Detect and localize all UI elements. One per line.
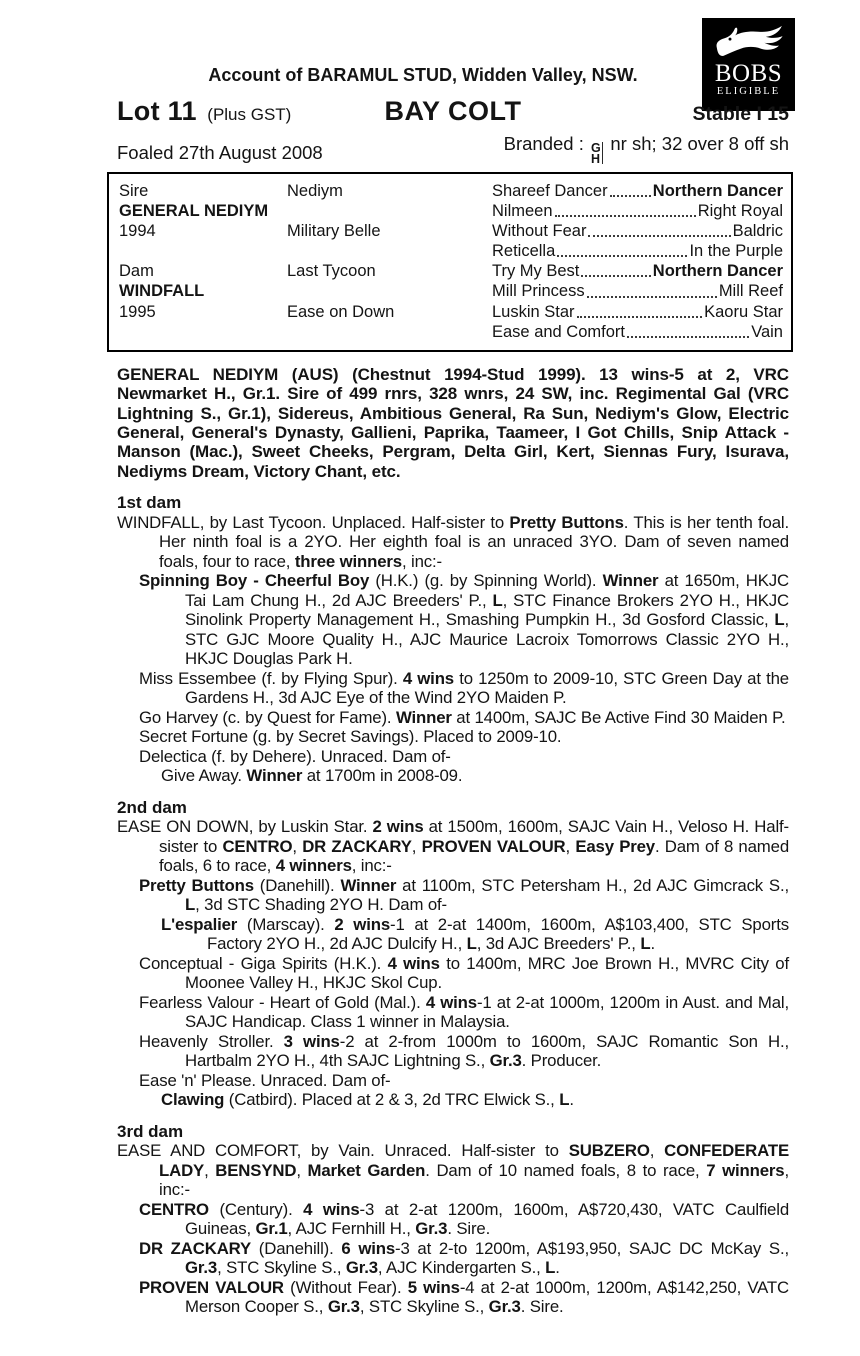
branded-suffix: nr sh; 32 over 8 off sh [610,133,789,154]
stable-number: Stable I 15 [692,103,789,125]
ancestor-name: Kaoru Star [704,302,783,321]
pedigree-generation-3 [492,261,783,281]
pedigree-generation-3 [492,201,783,221]
branded-text [504,133,789,164]
pedigree-generation-1: 1994 [119,222,156,241]
pedigree-entry: Conceptual - Giga Spirits (H.K.). 4 wins to 1400m, MRC Joe Brown H., MVRC City of Moonee Valley H., HKJC Skol Cup. [139,953,789,993]
logo-eligible-text: ELIGIBLE [716,86,781,97]
brand-bar [602,142,604,164]
pedigree-entry: EASE AND COMFORT, by Vain. Unraced. Half-sister to SUBZERO, CONFEDERATE LADY, BENSYND, Market Garden. Dam of 10 named foals, 8 to race, 7 winners, inc:- [117,1141,790,1200]
pedigree-entry: Fearless Valour - Heart of Gold (Mal.). 4 wins-1 at 2-at 1000m, 1200m in Aust. and Mal, SAJC Handicap. Class 1 winner in Malaysia. [139,992,789,1032]
pedigree-entry: Heavenly Stroller. 3 wins-2 at 2-from 1000m to 1600m, SAJC Romantic Son H., Hartbalm 2YO H., 4th SAJC Lightning S., Gr.3. Producer. [139,1031,790,1071]
pedigree-generation-3 [492,241,783,261]
pedigree-entry: Secret Fortune (g. by Secret Savings). Placed to 2009-10. [139,727,562,747]
pedigree-generation-3 [492,181,783,201]
dam-section-heading: 1st dam [117,493,182,513]
ancestor-name: Vain [751,322,783,341]
dam-sections [117,493,789,1317]
pedigree-generation-2 [287,281,492,301]
ancestor-name: Shareef Dancer [492,182,608,200]
ancestor-name: Right Royal [697,202,783,221]
pedigree-entry: WINDFALL, by Last Tycoon. Unplaced. Half-sister to Pretty Buttons. This is her tenth foal. Her ninth foal is a 2YO. Her eighth foal is an unraced 3YO. Dam of seven named foals, four to race, three winners, inc:- [117,512,790,571]
pedigree-generation-2: Last Tycoon [287,262,376,281]
pedigree-generation-1: GENERAL NEDIYM [119,202,269,221]
pedigree-table [107,172,793,352]
ancestor-name: Baldric [732,222,783,241]
pedigree-generation-2: Nediym [287,182,343,200]
dot-leader [557,255,687,257]
horse-head-icon [712,23,786,61]
pedigree-generation-2: Military Belle [287,222,381,241]
pedigree-entry: Spinning Boy - Cheerful Boy (H.K.) (g. by Spinning World). Winner at 1650m, HKJC Tai Lam Chung H., 2d AJC Breeders' P., L, STC Finance Brokers 2YO H., HKJC Sinolink Property Management H., Smashing Pumpkin H., 3d Gosford Classic, L, STC GJC Moore Quality H., AJC Maurice Lacroix Tomorrows Classic 2YO H., HKJC Douglas Park H. [139,571,789,669]
pedigree-entry: Clawing (Catbird). Placed at 2 & 3, 2d TRC Elwick S., L. [161,1090,574,1110]
pedigree-generation-2 [287,322,492,342]
page-title: BAY COLT [384,96,522,126]
foaled-row [117,133,789,164]
dot-leader [555,215,696,217]
pedigree-row [119,261,783,281]
pedigree-entry: L'espalier (Marscay). 2 wins-1 at 2-at 1400m, 1600m, A$103,400, STC Sports Factory 2YO H., 2d AJC Dulcify H., L, 3d AJC Breeders' P., L. [161,914,789,954]
brand-bottom-letter: H [591,151,601,166]
dot-leader [588,235,730,237]
pedigree-generation-3 [492,302,783,322]
pedigree-entry: PROVEN VALOUR (Without Fear). 5 wins-4 at 2-at 1000m, 1200m, A$142,250, VATC Merson Cooper S., Gr.3, STC Skyline S., Gr.3. Sire. [139,1277,789,1317]
pedigree-entry: DR ZACKARY (Danehill). 6 wins-3 at 2-to 1200m, A$193,950, SAJC DC McKay S., Gr.3, STC Skyline S., Gr.3, AJC Kindergarten S., L. [139,1238,789,1278]
sire-summary: GENERAL NEDIYM (AUS) (Chestnut 1994-Stud 1999). 13 wins-5 at 2, VRC Newmarket H., Gr.1. Sire of 499 rnrs, 328 wnrs, 24 SW, inc. Regimental Gal (VRC Lightning S., Gr.1), Sidereus, Ambitious General, Ra Sun, Nediym's Glow, Electric General, General's Dynasty, Gallieni, Paprika, Taameer, I Got Chills, Snip Attack - Manson (Mac.), Sweet Cheeks, Pergram, Delta Girl, Kert, Siennas Fury, Isurava, Nediyms Dream, Victory Chant, etc. [117,364,789,481]
pedigree-generation-1: WINDFALL [119,282,205,301]
pedigree-generation-1 [119,322,287,342]
pedigree-entry: CENTRO (Century). 4 wins-3 at 2-at 1200m, 1600m, A$720,430, VATC Caulfield Guineas, Gr.1, AJC Fernhill H., Gr.3. Sire. [139,1199,789,1239]
pedigree-generation-3 [492,281,783,301]
pedigree-generation-2 [287,201,492,221]
pedigree-entry: Miss Essembee (f. by Flying Spur). 4 wins to 1250m to 2009-10, STC Green Day at the Gardens H., 3d AJC Eye of the Wind 2YO Maiden P. [139,668,789,708]
pedigree-generation-3 [492,221,783,241]
brand-top-letter: G [591,141,601,155]
pedigree-generation-1: 1995 [119,302,156,321]
plus-gst-note: (Plus GST) [207,105,292,124]
pedigree-entry: Go Harvey (c. by Quest for Fame). Winner at 1400m, SAJC Be Active Find 30 Maiden P. [139,707,786,727]
ancestor-name: Northern Dancer [652,182,783,200]
ancestor-name: Luskin Star [492,302,575,321]
pedigree-entry: Give Away. Winner at 1700m in 2008-09. [161,766,463,786]
brand-mark [591,142,603,164]
pedigree-generation-1 [119,241,287,261]
brand-letters [591,143,601,164]
pedigree-row [119,241,783,261]
pedigree-generation-1: Dam [119,262,154,281]
dot-leader [581,275,650,277]
pedigree-row [119,302,783,322]
pedigree-generation-2: Ease on Down [287,302,395,321]
lot-number: Lot 11 [117,96,197,126]
pedigree-generation-3 [492,322,783,342]
pedigree-generation-1: Sire [119,182,149,200]
page-content [117,64,789,1317]
ancestor-name: Nilmeen [492,202,553,221]
ancestor-name: In the Purple [689,242,783,261]
dot-leader [627,336,749,338]
ancestor-name: Northern Dancer [652,262,783,281]
account-line: Account of BARAMUL STUD, Widden Valley, NSW. [208,65,638,85]
foaled-date: Foaled 27th August 2008 [117,142,323,163]
ancestor-name: Without Fear [492,222,587,241]
pedigree-row [119,322,783,342]
pedigree-generation-2 [287,241,492,261]
pedigree-entry: Delectica (f. by Dehere). Unraced. Dam of- [139,746,451,766]
pedigree-entry: EASE ON DOWN, by Luskin Star. 2 wins at 1500m, 1600m, SAJC Vain H., Veloso H. Half-sister to CENTRO, DR ZACKARY, PROVEN VALOUR, Easy Prey. Dam of 8 named foals, 6 to race, 4 winners, inc:- [117,817,789,876]
ancestor-name: Mill Reef [718,282,783,301]
dam-section-heading: 2nd dam [117,797,187,817]
pedigree-row [119,281,783,301]
dot-leader [577,316,703,318]
lot-left [117,96,384,127]
lot-row [117,96,789,127]
pedigree-row [119,181,783,201]
pedigree-entry: Ease 'n' Please. Unraced. Dam of- [139,1070,391,1090]
dot-leader [587,296,717,298]
ancestor-name: Try My Best [492,262,580,281]
branded-prefix: Branded : [503,133,584,154]
ancestor-name: Ease and Comfort [492,322,625,341]
logo-bobs-text: BOBS [714,60,783,87]
ancestor-name: Reticella [492,242,556,261]
dam-section-heading: 3rd dam [117,1121,184,1141]
dot-leader [610,195,651,197]
ancestor-name: Mill Princess [492,282,585,301]
pedigree-row [119,201,783,221]
pedigree-row [119,221,783,241]
pedigree-entry: Pretty Buttons (Danehill). Winner at 1100m, STC Petersham H., 2d AJC Gimcrack S., L, 3d STC Shading 2YO H. Dam of- [139,875,789,915]
